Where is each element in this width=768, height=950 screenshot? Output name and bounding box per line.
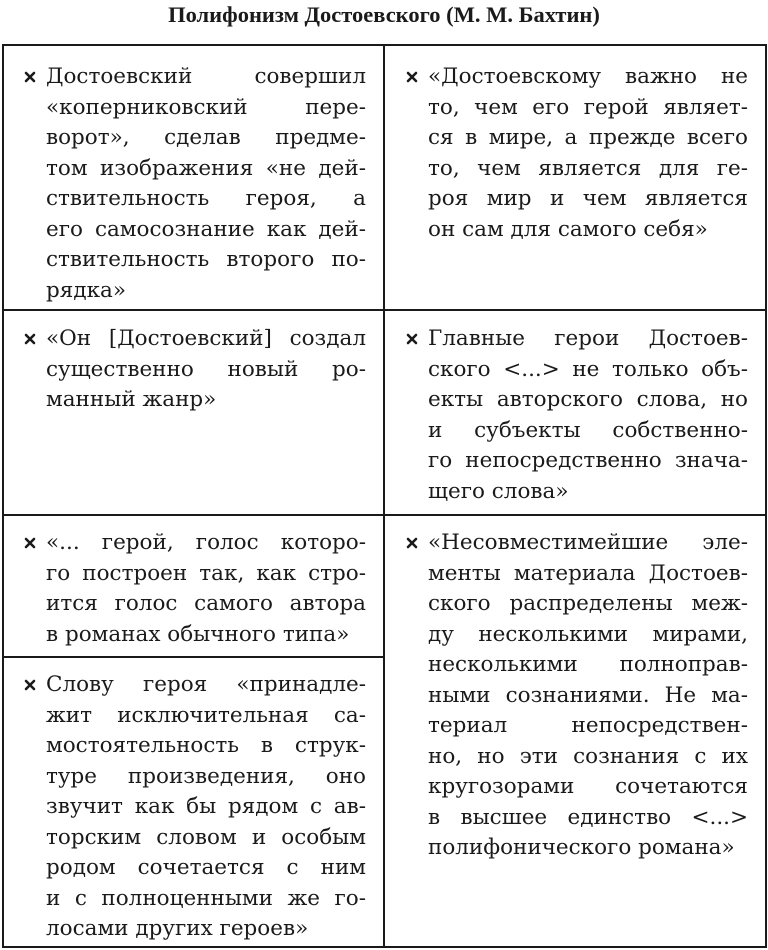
cross-mark-icon xyxy=(406,537,418,549)
quote-line: ствительность героя, а xyxy=(46,186,366,211)
quote-line: но, но эти сознания с их xyxy=(428,743,748,769)
quote-line: екты авторского слова, но xyxy=(428,387,748,412)
table-border-middle xyxy=(383,44,385,948)
quote-line: он сам для самого себя» xyxy=(428,216,708,242)
quote-line: том изображения «не дей- xyxy=(46,155,366,181)
quote-line: го построен так, как стро- xyxy=(46,560,366,586)
quote-line: роя мир и чем является xyxy=(428,186,748,211)
quote-line: мостоятельность в струк- xyxy=(46,733,366,758)
quote-line: и субъекты собственно- xyxy=(428,417,748,443)
quote-line: то, чем его герой являет- xyxy=(428,94,748,120)
cross-mark-icon xyxy=(24,537,36,549)
quote-line: Слову героя «принадле- xyxy=(46,672,366,697)
cross-mark-icon xyxy=(406,71,418,83)
quote-line: «Несовместимейшие эле- xyxy=(428,530,748,555)
quote-line: «Достоевскому важно не xyxy=(428,64,748,89)
quote-line: ится голос самого автора xyxy=(46,591,366,616)
quote-line: ворот», сделав предме- xyxy=(46,125,366,150)
table-border-left xyxy=(2,44,4,948)
quote-line: торским словом и особым xyxy=(46,824,366,850)
quote-line: ствительность второго по- xyxy=(46,247,366,272)
quote-line: несколькими полноправ- xyxy=(428,652,748,677)
quote-cell-4 xyxy=(428,324,748,507)
quote-line: го непосредственно знача- xyxy=(428,448,748,473)
quote-line: то, чем является для ге- xyxy=(428,155,748,181)
quote-line: манный жанр» xyxy=(46,387,217,412)
quote-line: Достоевский совершил xyxy=(46,64,366,89)
quote-cell-1 xyxy=(46,62,366,306)
quote-line: менты материала Достоев- xyxy=(428,560,748,586)
quote-line: существенно новый ро- xyxy=(46,356,366,382)
quote-cell-3 xyxy=(46,324,366,416)
cross-mark-icon xyxy=(406,333,418,345)
quote-line: родом сочетается с ним xyxy=(46,855,366,880)
quote-line: «Он [Достоевский] создал xyxy=(46,326,366,351)
quote-cell-6 xyxy=(428,528,748,864)
quote-line: териал непосредствен- xyxy=(428,713,748,738)
quote-line: «... герой, голос которо- xyxy=(46,530,366,555)
quote-line: туре произведения, оно xyxy=(46,763,366,789)
table-border-right xyxy=(765,44,767,948)
quote-line: лосами других героев» xyxy=(46,916,309,941)
quote-line: в романах обычного типа» xyxy=(46,621,350,647)
quote-line: «коперниковский пере- xyxy=(46,94,366,120)
quote-cell-5 xyxy=(46,528,366,650)
quote-line: ду несколькими мирами, xyxy=(428,621,748,647)
table-border-left-split xyxy=(2,656,384,658)
quote-line: ся в мире, а прежде всего xyxy=(428,125,748,150)
quote-line: щего слова» xyxy=(428,478,569,504)
quote-line: в высшее единство <...> xyxy=(428,804,748,830)
quote-line: звучит как бы рядом с ав- xyxy=(46,794,366,819)
quote-line: кругозорами сочетаются xyxy=(428,774,748,799)
quote-line: жит исключительная са- xyxy=(46,702,366,728)
quote-line: Главные герои Достоев- xyxy=(428,326,748,351)
quote-line: ными сознаниями. Не ма- xyxy=(428,682,748,708)
quote-line: ского <...> не только объ- xyxy=(428,356,748,382)
quote-line: его самосознание как дей- xyxy=(46,216,366,242)
quote-line: ского распределены меж- xyxy=(428,591,748,616)
cross-mark-icon xyxy=(24,71,36,83)
quote-cell-2 xyxy=(428,62,748,245)
quote-line: рядка» xyxy=(46,277,126,303)
quote-line: и с полноценными же го- xyxy=(46,885,366,911)
quote-line: полифонического романа» xyxy=(428,835,735,860)
page-title: Полифонизм Достоевского (М. М. Бахтин) xyxy=(168,2,600,27)
cross-mark-icon xyxy=(24,679,36,691)
cross-mark-icon xyxy=(24,333,36,345)
quote-cell-7 xyxy=(46,670,366,945)
